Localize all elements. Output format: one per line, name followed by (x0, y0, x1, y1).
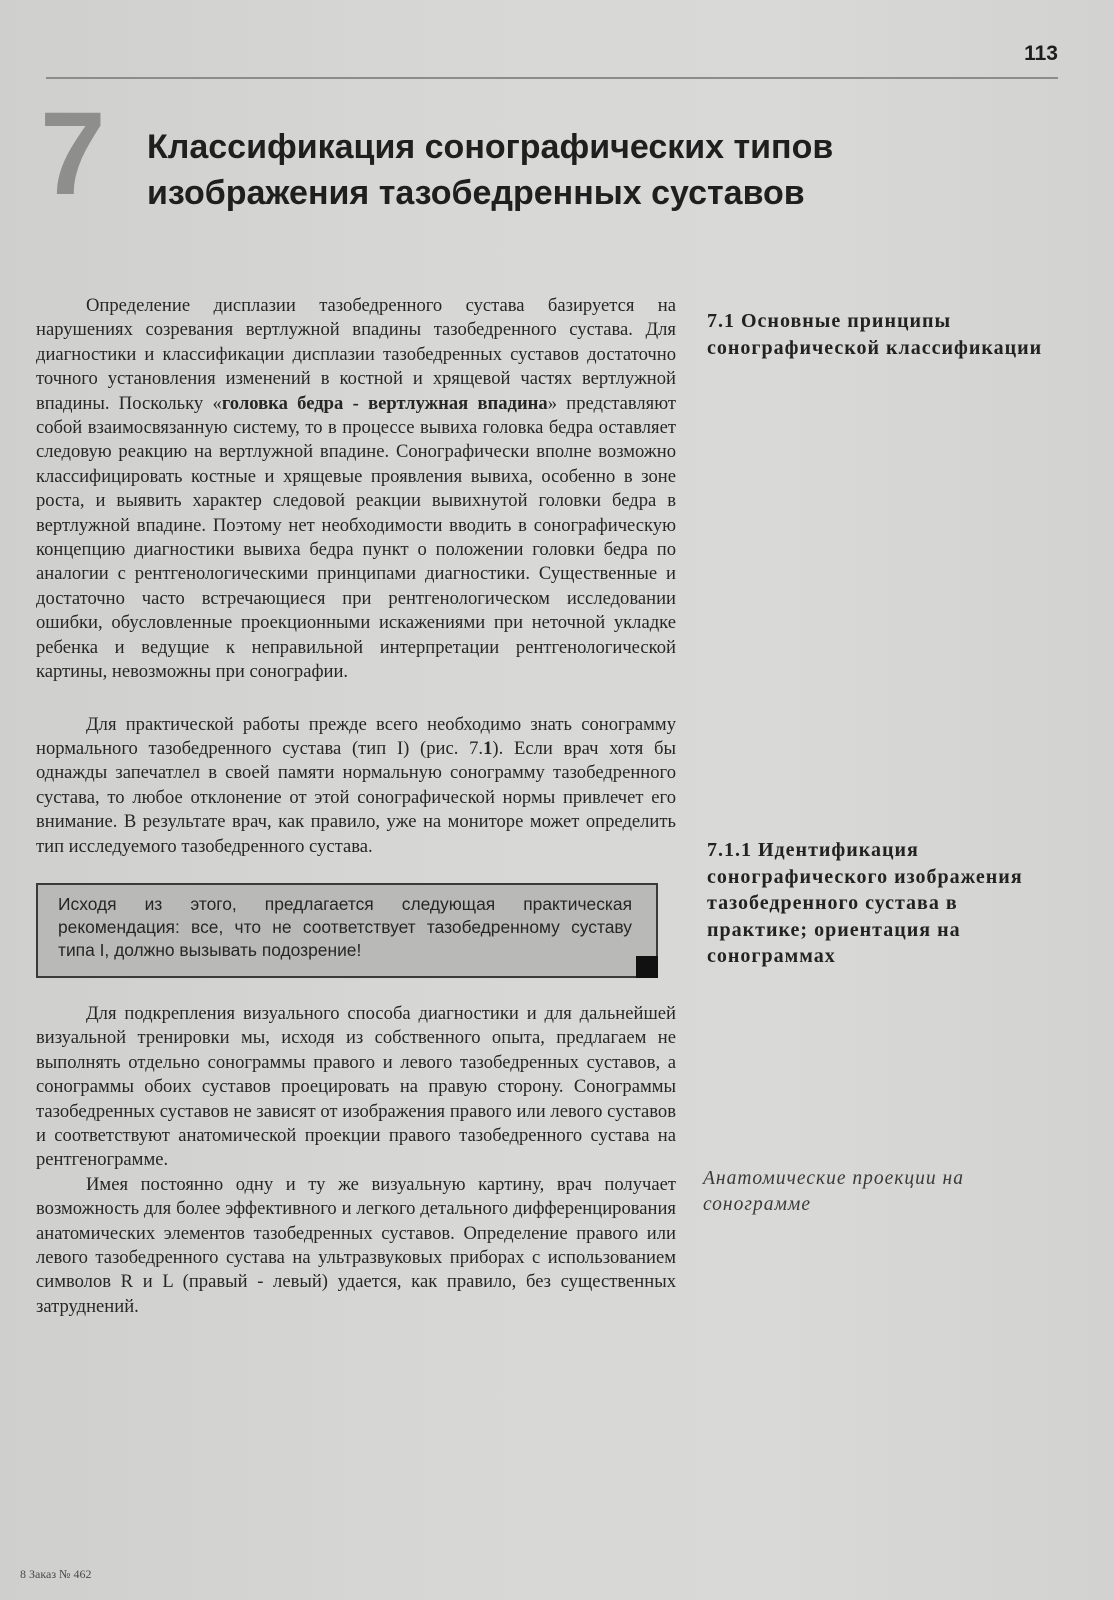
paragraph-2-end: ). Если врач хотя бы однажды запечатлел в своей памяти нормальную сонограмму тазобедренного сустава, то любое отклонение от этой сонографической нормы привлечет его внимание. В результате врач, как правило, уже на мониторе может определить тип исследуемого тазобедренного сустава. (36, 737, 676, 857)
section-heading-7-1-1: 7.1.1 Идентификация сонографического изображения тазобедренного сустава в практике; ориентация на сонограммах (707, 839, 1023, 967)
header-rule (46, 77, 1058, 79)
paragraph-1-bold-term: головка бедра - вертлужная впадина (221, 392, 548, 414)
paragraph-2-start: Для практической работы прежде всего необходимо знать сонограмму нормального тазобедренного сустава (тип I) (рис. 7. (36, 713, 676, 759)
paragraph-1-end: » представляют собой взаимосвязанную систему, то в процессе вывиха головка бедра оставляет следовую реакцию на вертлужной впадине. Сонографически вполне возможно классифицировать костные и хрящевые проявления вывиха, особенно в зоне роста, и выявить характер следовой реакции вывихнутой головки бедра в вертлужной впадине. Поэтому нет необходимости вводить в сонографическую концепцию диагностики вывиха бедра пункт о положении головки бедра по аналогии с рентгенологическими принципами диагностики. Существенные и достаточно часто встречающиеся при рентгенологическом исследовании ошибки, обусловленные проекционными искажениями при неточной укладке ребенка и ведущие к неправильной интерпретации рентгенологической картины, невозможны при сонографии. (36, 392, 677, 683)
margin-note: Анатомические проекции на сонограмме (703, 1168, 964, 1215)
paragraph-2 (36, 713, 676, 859)
end-mark-square (636, 956, 658, 978)
recommendation-box (36, 883, 658, 978)
page-number: 113 (1024, 42, 1058, 65)
section-heading-7-1: 7.1 Основные принципы сонографической классификации (707, 310, 1043, 359)
recommendation-text: Исходя из этого, предлагается следующая практическая рекомендация: все, что не соответствует тазобедренному суставу типа I, должно вызывать подозрение! (58, 893, 632, 960)
paragraph-4: Имея постоянно одну и ту же визуальную картину, врач получает возможность для более эффективного и легкого детального дифференцирования анатомических элементов тазобедренных суставов. Определение правого или левого тазобедренного сустава на ультразвуковых приборах с использованием символов R и L (правый - левый) удается, как правило, без существенных затруднений. (36, 1173, 676, 1317)
main-text-column (36, 294, 676, 1319)
figure-reference: 1 (483, 737, 493, 759)
paragraph-3: Для подкрепления визуального способа диагностики и для дальнейшей визуальной тренировки мы, исходя из собственного опыта, предлагаем не выполнять отдельно сонограммы правого и левого тазобедренных суставов, а сонограммы обоих суставов проецировать на правую сторону. Сонограммы тазобедренных суставов не зависят от изображения правого или левого суставов и соответствуют анатомической проекции правого тазобедренного сустава на рентгенограмме. (36, 1002, 676, 1171)
paragraph-1 (36, 294, 676, 685)
chapter-title: Классификация сонографических типов изображения тазобедренных суставов (147, 128, 834, 212)
printer-signature: 8 Заказ № 462 (20, 1567, 92, 1581)
paragraph-1-start: Определение дисплазии тазобедренного сустава базируется на нарушениях созревания вертлужной впадины тазобедренного сустава. Для диагностики и классификации дисплазии тазобедренных суставов достаточно точного установления изменений в костной и хрящевой частях вертлужной впадины. Поскольку « (36, 295, 676, 414)
chapter-number: 7 (40, 88, 106, 220)
